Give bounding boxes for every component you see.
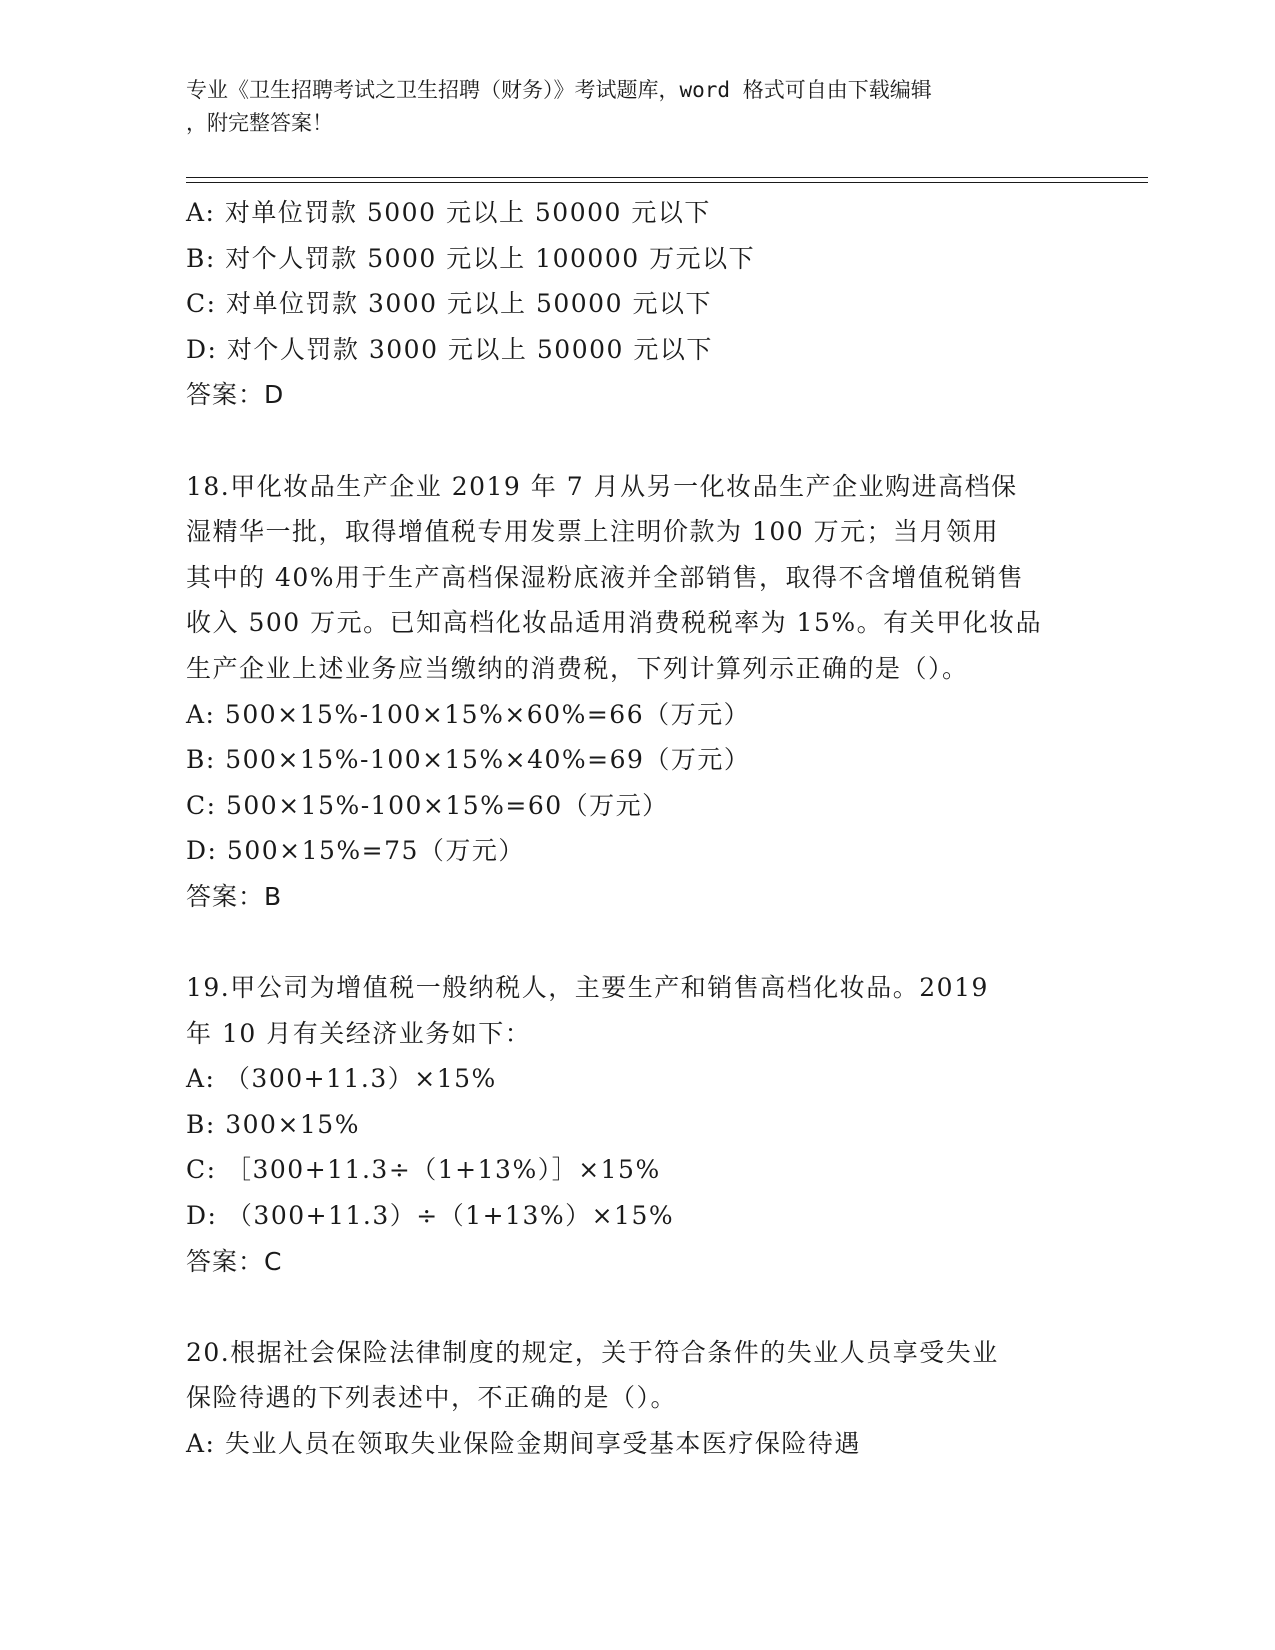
option-a: A: （300+11.3）×15%	[186, 1064, 497, 1094]
question-20-text-line: 保险待遇的下列表述中，不正确的是（）。	[186, 1383, 678, 1413]
option-c: C: 500×15%-100×15%=60（万元）	[186, 790, 669, 820]
question-18-text-line: 生产企业上述业务应当缴纳的消费税，下列计算列示正确的是（）。	[186, 653, 969, 683]
option-c: C: 对单位罚款 3000 元以上 50000 元以下	[186, 289, 712, 319]
question-18-text-line: 收入 500 万元。已知高档化妆品适用消费税税率为 15%。有关甲化妆品	[186, 608, 1043, 638]
spacer	[186, 1284, 1086, 1330]
question-19-block	[186, 965, 1086, 1284]
question-18-text-line: 18.甲化妆品生产企业 2019 年 7 月从另一化妆品生产企业购进高档保	[186, 471, 1018, 501]
option-b: B: 500×15%-100×15%×40%=69（万元）	[186, 745, 751, 775]
question-17-block	[186, 190, 1086, 418]
option-b: B: 对个人罚款 5000 元以上 100000 万元以下	[186, 243, 756, 273]
question-19-text-line: 19.甲公司为增值税一般纳税人，主要生产和销售高档化妆品。2019	[186, 973, 989, 1003]
question-content	[186, 190, 1086, 1467]
option-d: D: 500×15%=75（万元）	[186, 836, 525, 866]
option-d: D: 对个人罚款 3000 元以上 50000 元以下	[186, 334, 713, 364]
question-18-block	[186, 464, 1086, 920]
header-rule-top	[186, 177, 1148, 178]
question-18-text-line: 其中的 40%用于生产高档保湿粉底液并全部销售，取得不含增值税销售	[186, 562, 1025, 592]
option-a: A: 对单位罚款 5000 元以上 50000 元以下	[186, 198, 711, 227]
answer-18: 答案：B	[186, 881, 283, 911]
spacer	[186, 418, 1086, 464]
spacer	[186, 920, 1086, 966]
header-line-1: 专业《卫生招聘考试之卫生招聘（财务）》考试题库，word 格式可自由下载编辑	[186, 78, 932, 102]
question-19-text-line: 年 10 月有关经济业务如下：	[186, 1018, 532, 1048]
question-20-text-line: 20.根据社会保险法律制度的规定，关于符合条件的失业人员享受失业	[186, 1337, 999, 1367]
option-a: A: 失业人员在领取失业保险金期间享受基本医疗保险待遇	[186, 1429, 861, 1459]
document-header	[186, 74, 1086, 140]
question-18-text-line: 湿精华一批，取得增值税专用发票上注明价款为 100 万元；当月领用	[186, 517, 1000, 547]
option-c: C: ［300+11.3÷（1+13%）］×15%	[186, 1155, 661, 1185]
option-b: B: 300×15%	[186, 1109, 360, 1139]
answer-17: 答案：D	[186, 380, 285, 410]
option-a: A: 500×15%-100×15%×60%=66（万元）	[186, 699, 751, 729]
answer-19: 答案：C	[186, 1246, 283, 1276]
header-rule-bottom	[186, 182, 1148, 183]
question-20-block	[186, 1330, 1086, 1467]
option-d: D: （300+11.3）÷（1+13%）×15%	[186, 1201, 675, 1231]
header-line-2: ，附完整答案！	[186, 111, 333, 135]
